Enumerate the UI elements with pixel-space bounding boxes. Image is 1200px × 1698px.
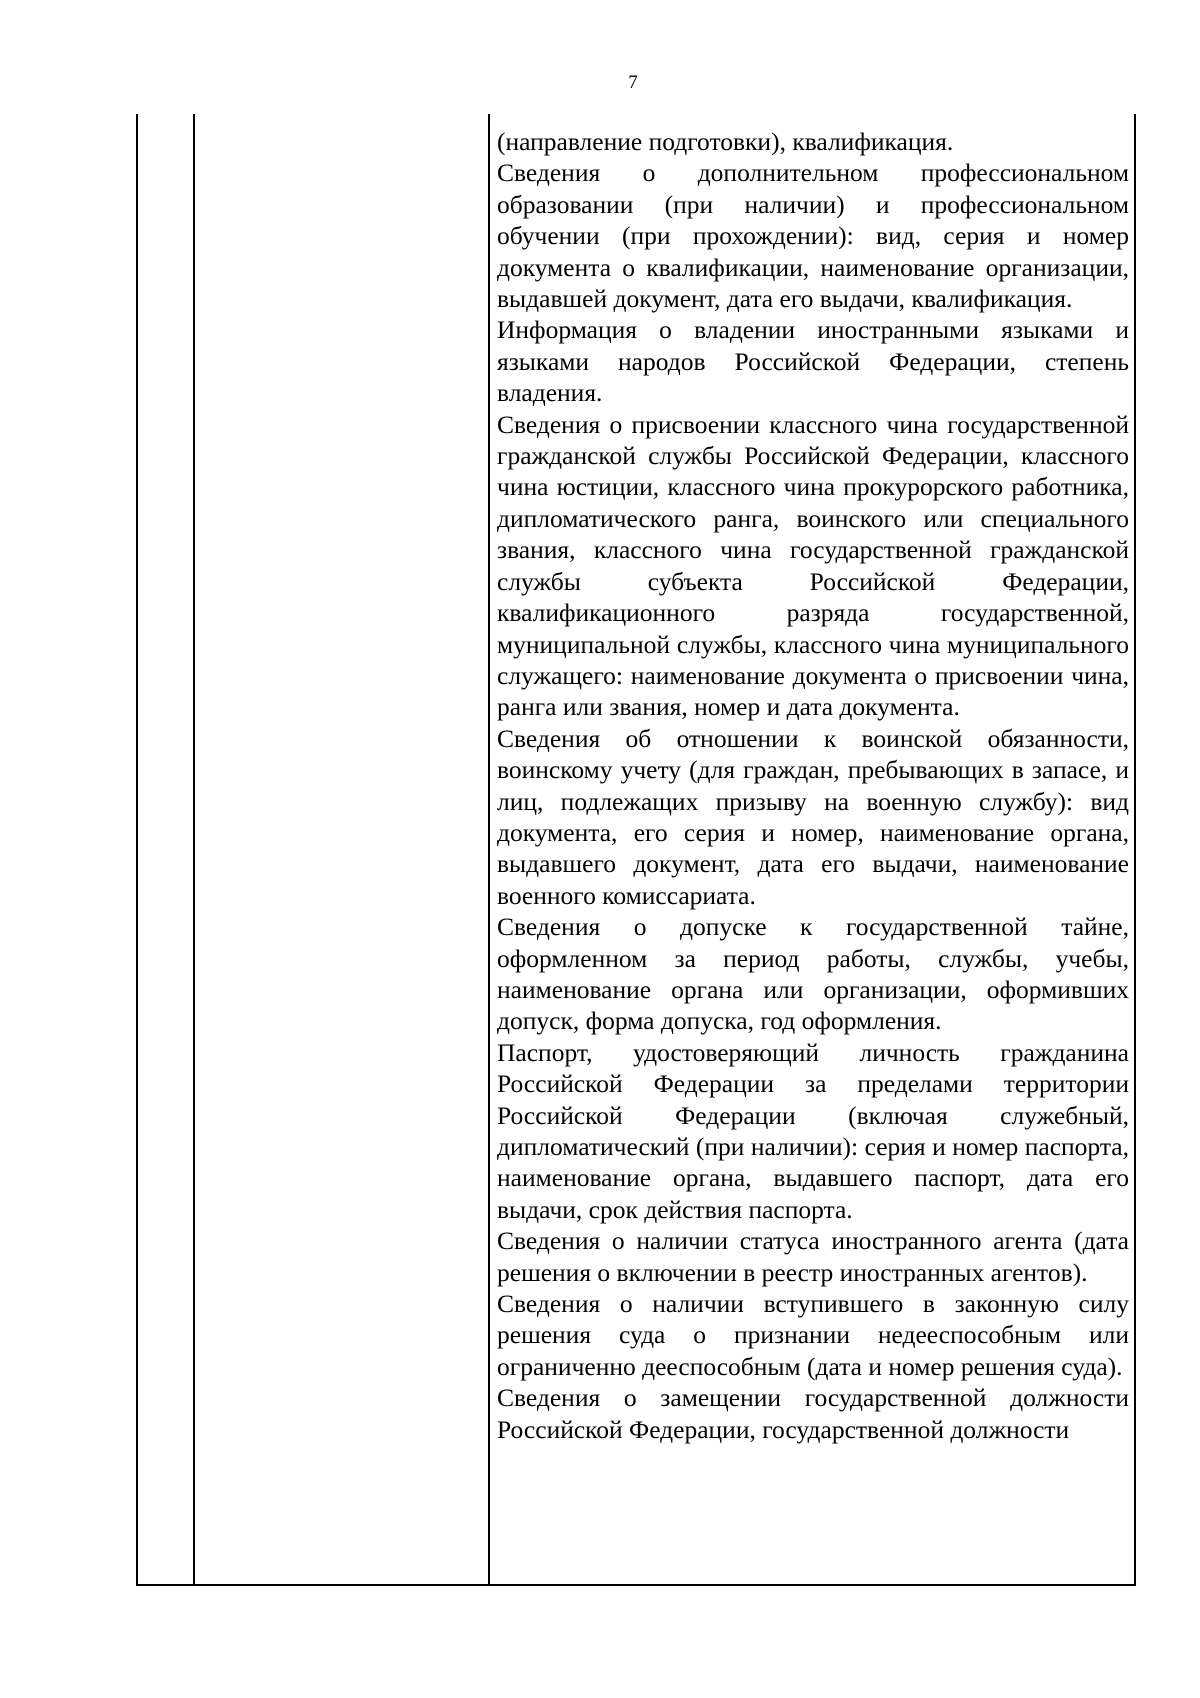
paragraph: Сведения о присвоении классного чина государственной гражданской службы Российской Федерации, классного чина юстиции, классного чина прокурорского работника, дипломатического ранга, воинского или специального звания, классного чина государственной гражданской службы субъекта Российской Федерации, квалификационного разряда государственной, муниципальной службы, классного чина муниципального служащего: наименование документа о присвоении чина, ранга или звания, номер и дата документа. <box>497 409 1129 722</box>
paragraph: Сведения об отношении к воинской обязанности, воинскому учету (для граждан, пребывающих в запасе, и лиц, подлежащих призыву на военную службу): вид документа, его серия и номер, наименование органа, выдавшего документ, дата его выдачи, наименование военного комиссариата. <box>497 723 1129 910</box>
paragraph: Сведения о допуске к государственной тайне, оформленном за период работы, службы, учебы, наименование органа или организации, оформивших допуск, форма допуска, год оформления. <box>497 912 1129 1036</box>
table-column-divider-1 <box>193 114 195 1586</box>
paragraph: Сведения о дополнительном профессиональном образовании (при наличии) и профессиональном обучении (при прохождении): вид, серия и номер документа о квалификации, наименование организации, выдавшей документ, дата его выдачи, квалификация. <box>497 158 1129 314</box>
paragraph: (направление подготовки), квалификация. <box>497 127 954 156</box>
page-number: 7 <box>628 72 638 93</box>
table-cell-content <box>497 126 1129 1445</box>
paragraph: Паспорт, удостоверяющий личность гражданина Российской Федерации за пределами территории Российской Федерации (включая служебный, дипломатический (при наличии): серия и номер паспорта, наименование органа, выдавшего паспорт, дата его выдачи, срок действия паспорта. <box>497 1037 1129 1224</box>
paragraph: Сведения о наличии вступившего в законную силу решения суда о признании недееспособным или ограниченно дееспособным (дата и номер решения суда). <box>497 1289 1129 1381</box>
paragraph: Информация о владении иностранными языками и языками народов Российской Федерации, степень владения. <box>497 315 1129 408</box>
table-border-right <box>1134 114 1136 1586</box>
table-column-divider-2 <box>488 114 490 1586</box>
paragraph: Сведения о наличии статуса иностранного агента (дата решения о включении в реестр иностранных агентов). <box>497 1226 1129 1287</box>
table-border-left <box>136 114 138 1586</box>
table-border-bottom <box>136 1584 1136 1586</box>
paragraph: Сведения о замещении государственной должности Российской Федерации, государственной должности <box>497 1383 1129 1444</box>
